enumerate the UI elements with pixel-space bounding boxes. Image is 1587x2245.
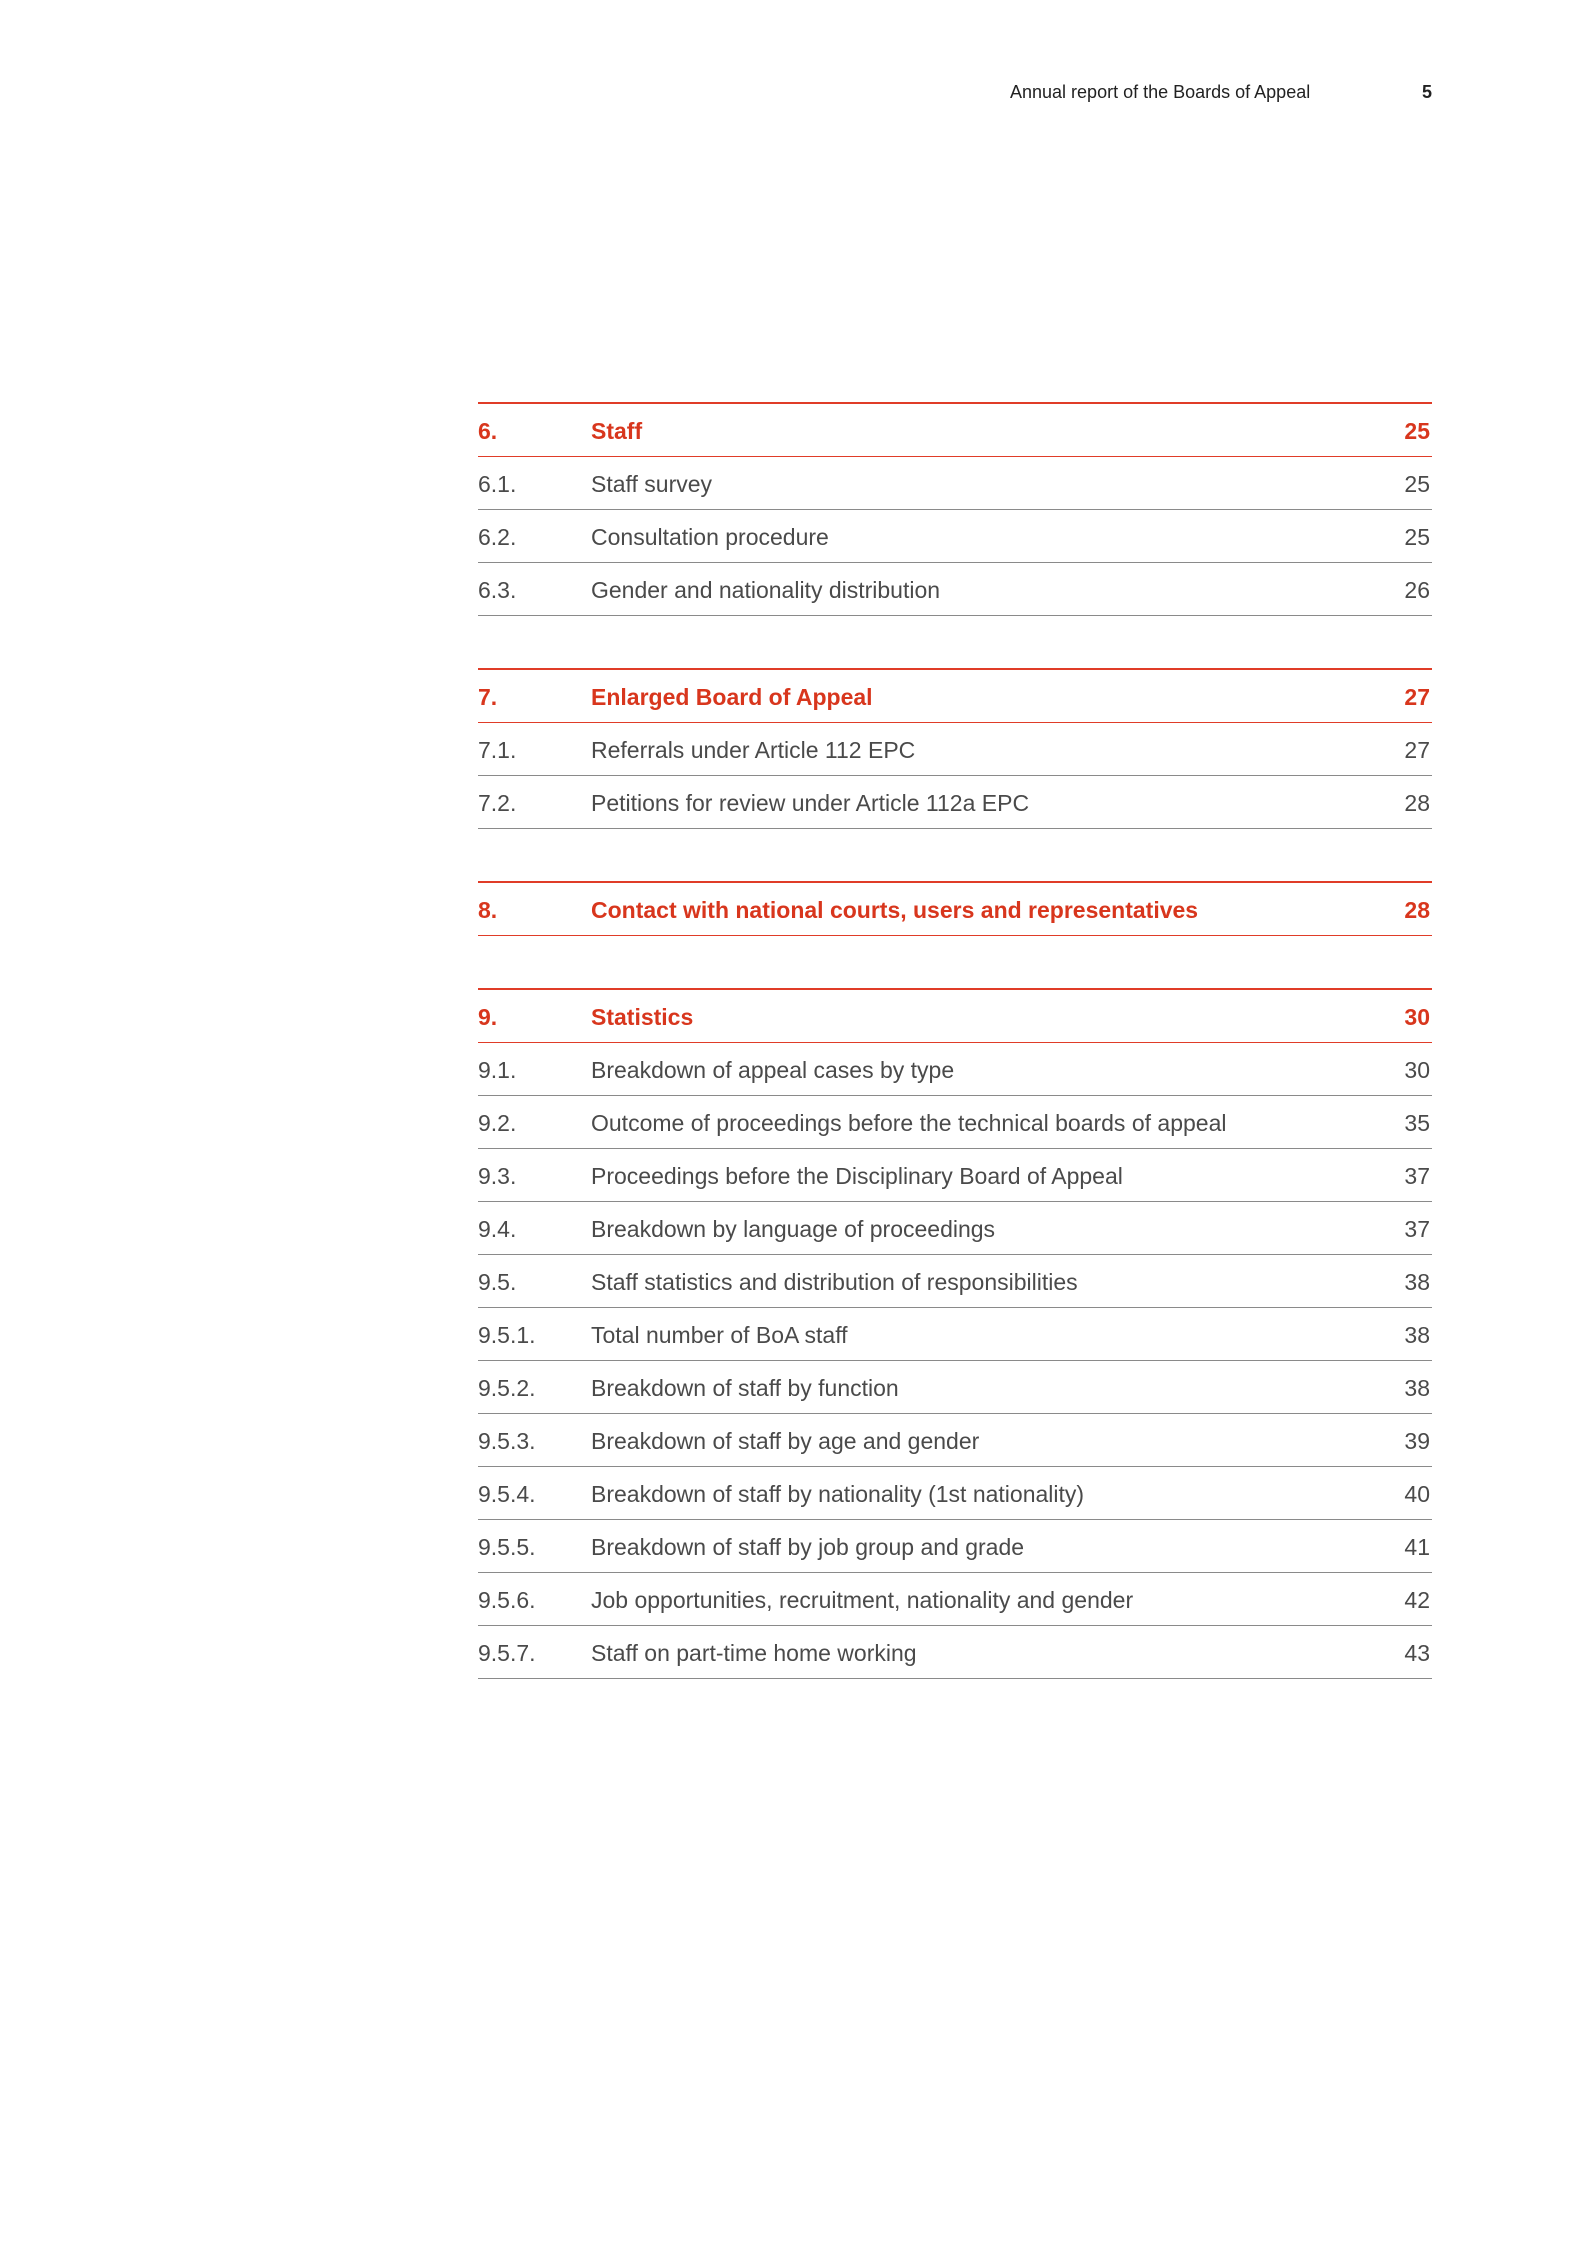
- toc-label: Statistics: [591, 1004, 694, 1030]
- toc-page-number: 37: [1404, 1216, 1430, 1242]
- toc-number: 8.: [478, 897, 498, 923]
- toc-label: Breakdown of staff by job group and grade: [591, 1534, 1025, 1560]
- toc-entry-row[interactable]: [478, 1096, 1432, 1149]
- toc-page-number: 25: [1404, 524, 1430, 550]
- toc-page-number: 38: [1404, 1375, 1430, 1401]
- toc-group: [478, 668, 1432, 829]
- toc-entry-row[interactable]: [478, 1467, 1432, 1520]
- toc-number: 9.4.: [478, 1216, 517, 1242]
- toc-page-number: 30: [1404, 1057, 1430, 1083]
- toc-chapter-row[interactable]: [478, 404, 1432, 457]
- toc-label: Staff on part-time home working: [591, 1640, 917, 1666]
- toc-number: 6.2.: [478, 524, 517, 550]
- toc-entry-row[interactable]: [478, 1202, 1432, 1255]
- toc-page-number: 28: [1404, 790, 1430, 816]
- toc-page-number: 39: [1404, 1428, 1430, 1454]
- toc-entry-row[interactable]: [478, 776, 1432, 829]
- toc-chapter-row[interactable]: [478, 990, 1432, 1043]
- toc-label: Outcome of proceedings before the technical boards of appeal: [591, 1110, 1227, 1136]
- toc-chapter-row[interactable]: [478, 670, 1432, 723]
- toc-label: Referrals under Article 112 EPC: [591, 737, 916, 763]
- toc-entry-row[interactable]: [478, 510, 1432, 563]
- toc-number: 9.5.: [478, 1269, 517, 1295]
- toc-entry-row[interactable]: [478, 1414, 1432, 1467]
- toc-entry-row[interactable]: [478, 1308, 1432, 1361]
- document-title: Annual report of the Boards of Appeal: [1010, 82, 1311, 102]
- toc-label: Gender and nationality distribution: [591, 577, 941, 603]
- toc-entry-row[interactable]: [478, 457, 1432, 510]
- toc-entry-row[interactable]: [478, 1361, 1432, 1414]
- toc-number: 7.1.: [478, 737, 517, 763]
- toc-entry-row[interactable]: [478, 1255, 1432, 1308]
- toc-label: Total number of BoA staff: [591, 1322, 848, 1348]
- toc-number: 9.5.7.: [478, 1640, 536, 1666]
- toc-page-number: 42: [1404, 1587, 1430, 1613]
- toc-number: 9.3.: [478, 1163, 517, 1189]
- toc-label: Job opportunities, recruitment, nationality and gender: [591, 1587, 1134, 1613]
- toc-page-number: 25: [1404, 418, 1430, 444]
- toc-label: Breakdown by language of proceedings: [591, 1216, 996, 1242]
- toc-entry-row[interactable]: [478, 1626, 1432, 1679]
- toc-group: [478, 988, 1432, 1679]
- toc-number: 9.5.1.: [478, 1322, 536, 1348]
- toc-label: Breakdown of staff by age and gender: [591, 1428, 980, 1454]
- toc-number: 9.: [478, 1004, 498, 1030]
- toc-page-number: 25: [1404, 471, 1430, 497]
- toc-number: 9.5.5.: [478, 1534, 536, 1560]
- toc-group: [478, 402, 1432, 616]
- toc-label: Proceedings before the Disciplinary Board of Appeal: [591, 1163, 1123, 1189]
- running-header: [1010, 82, 1432, 108]
- toc-number: 9.5.2.: [478, 1375, 536, 1401]
- toc-entry-row[interactable]: [478, 1520, 1432, 1573]
- toc-entry-row[interactable]: [478, 723, 1432, 776]
- toc-label: Contact with national courts, users and representatives: [591, 897, 1199, 923]
- toc-label: Enlarged Board of Appeal: [591, 684, 873, 710]
- toc-page-number: 38: [1404, 1322, 1430, 1348]
- toc-page-number: 27: [1404, 684, 1430, 710]
- toc-number: 6.: [478, 418, 498, 444]
- toc-page-number: 30: [1404, 1004, 1430, 1030]
- toc-number: 9.5.4.: [478, 1481, 536, 1507]
- toc-number: 6.3.: [478, 577, 517, 603]
- toc-number: 7.: [478, 684, 498, 710]
- toc-label: Staff: [591, 418, 643, 444]
- toc-page-number: 43: [1404, 1640, 1430, 1666]
- toc-page-number: 38: [1404, 1269, 1430, 1295]
- toc-number: 9.1.: [478, 1057, 517, 1083]
- toc-entry-row[interactable]: [478, 1149, 1432, 1202]
- toc-label: Consultation procedure: [591, 524, 829, 550]
- toc-entry-row[interactable]: [478, 563, 1432, 616]
- table-of-contents: [478, 402, 1432, 1731]
- toc-page-number: 41: [1404, 1534, 1430, 1560]
- toc-label: Staff statistics and distribution of responsibilities: [591, 1269, 1078, 1295]
- toc-group: [478, 881, 1432, 936]
- toc-page-number: 37: [1404, 1163, 1430, 1189]
- toc-number: 9.2.: [478, 1110, 517, 1136]
- toc-label: Breakdown of staff by function: [591, 1375, 899, 1401]
- toc-entry-row[interactable]: [478, 1573, 1432, 1626]
- toc-page-number: 28: [1404, 897, 1430, 923]
- toc-number: 7.2.: [478, 790, 517, 816]
- toc-number: 9.5.6.: [478, 1587, 536, 1613]
- toc-number: 9.5.3.: [478, 1428, 536, 1454]
- page-number: 5: [1421, 82, 1432, 102]
- toc-page-number: 35: [1404, 1110, 1430, 1136]
- toc-label: Petitions for review under Article 112a EPC: [591, 790, 1030, 816]
- toc-entry-row[interactable]: [478, 1043, 1432, 1096]
- toc-number: 6.1.: [478, 471, 517, 497]
- toc-page-number: 40: [1404, 1481, 1430, 1507]
- toc-label: Staff survey: [591, 471, 713, 497]
- toc-page-number: 26: [1404, 577, 1430, 603]
- toc-label: Breakdown of appeal cases by type: [591, 1057, 955, 1083]
- toc-page-number: 27: [1404, 737, 1430, 763]
- toc-chapter-row[interactable]: [478, 883, 1432, 936]
- toc-label: Breakdown of staff by nationality (1st nationality): [591, 1481, 1085, 1507]
